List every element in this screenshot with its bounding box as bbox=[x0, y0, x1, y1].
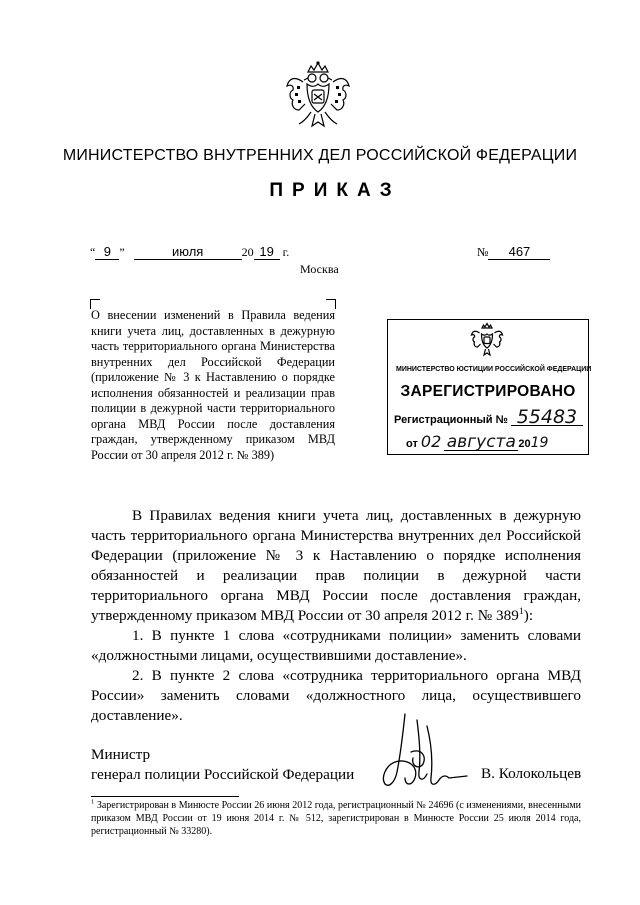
ministry-name: МИНИСТЕРСТВО ВНУТРЕННИХ ДЕЛ РОССИЙСКОЙ ФЕДЕРАЦИИ bbox=[62, 147, 578, 164]
year-prefix: 20 bbox=[241, 245, 254, 259]
close-quote: ” bbox=[119, 245, 125, 259]
stamp-date bbox=[406, 432, 548, 451]
order-subject: О внесении изменений в Правила ведения книги учета лиц, доставленных в дежурную часть территориального органа Министерства внутренних дел Российской Федерации (приложение № 3 к Наставлению о порядке исполнения обязанностей и реализации прав полиции в дежурной части территориального органа МВД России после доставления граждан, утвержденному приказом МВД России от 30 апреля 2012 г. № 389) bbox=[91, 308, 335, 462]
stamp-reg-number: 55483 bbox=[511, 409, 583, 426]
order-number-value: 467 bbox=[488, 244, 550, 260]
stamp-registered: ЗАРЕГИСТРИРОВАНО bbox=[400, 383, 576, 400]
footnote-divider bbox=[91, 796, 239, 797]
signer-name: В. Колокольцев bbox=[481, 765, 582, 782]
order-date bbox=[90, 244, 289, 260]
order-month: июля bbox=[134, 244, 242, 260]
russian-coat-of-arms-icon bbox=[285, 60, 351, 132]
stamp-year-prefix: 20 bbox=[518, 438, 531, 450]
order-body bbox=[91, 506, 581, 726]
number-sign: № bbox=[477, 245, 489, 259]
footnote-mark: 1 bbox=[518, 605, 524, 617]
stamp-date-year: 19 bbox=[530, 435, 549, 451]
handwritten-signature bbox=[375, 712, 470, 797]
signer-title-line-2: генерал полиции Российской Федерации bbox=[91, 766, 355, 783]
body-intro-end: ): bbox=[523, 607, 534, 624]
order-title: ПРИКАЗ bbox=[269, 180, 401, 201]
order-day: 9 bbox=[95, 244, 119, 260]
order-year: 19 bbox=[254, 244, 280, 260]
signer-title-line-1: Министр bbox=[91, 746, 151, 763]
order-number bbox=[477, 244, 550, 260]
stamp-date-prefix: от bbox=[406, 438, 418, 450]
registration-stamp bbox=[387, 319, 592, 455]
year-abbr: г. bbox=[282, 245, 290, 259]
body-item-1: 1. В пункте 1 слова «сотрудниками полиции» заменить словами «должностными лицами, осуществившими доставление». bbox=[91, 627, 581, 664]
footnote bbox=[91, 799, 581, 838]
stamp-emblem-icon bbox=[470, 322, 504, 358]
footnote-number: 1 bbox=[91, 798, 95, 806]
body-intro-text: В Правилах ведения книги учета лиц, доставленных в дежурную часть территориального органа Министерства внутренних дел Российской Федерации (приложение № 3 к Наставлению о порядке исполнения обязанностей и реализации прав полиции в дежурной части территориального органа МВД России после доставления граждан, утвержденному приказом МВД России от 30 апреля 2012 г. № 389 bbox=[91, 507, 581, 624]
footnote-text: Зарегистрирован в Минюсте России 26 июня 2012 года, регистрационный № 24696 (с изменениями, внесенными приказом МВД России от 19 июня 2014 г. № 512, зарегистрирован в Минюсте России 25 июля 2014 года, регистрационный № 33280). bbox=[91, 800, 581, 837]
signer-title bbox=[91, 745, 354, 785]
stamp-ministry: МИНИСТЕРСТВО ЮСТИЦИИ РОССИЙСКОЙ ФЕДЕРАЦИИ bbox=[396, 364, 592, 373]
stamp-date-month: августа bbox=[444, 435, 518, 451]
order-city: Москва bbox=[300, 262, 339, 276]
stamp-reg-label: Регистрационный № bbox=[394, 414, 508, 426]
body-intro bbox=[91, 506, 581, 626]
stamp-date-day: 02 bbox=[420, 432, 442, 451]
stamp-registration-number bbox=[394, 406, 583, 428]
body-item-2: 2. В пункте 2 слова «сотрудника территориального органа МВД России» заменить словами «должностного лица, осуществившего доставление». bbox=[91, 667, 581, 724]
open-quote: “ bbox=[90, 245, 96, 259]
